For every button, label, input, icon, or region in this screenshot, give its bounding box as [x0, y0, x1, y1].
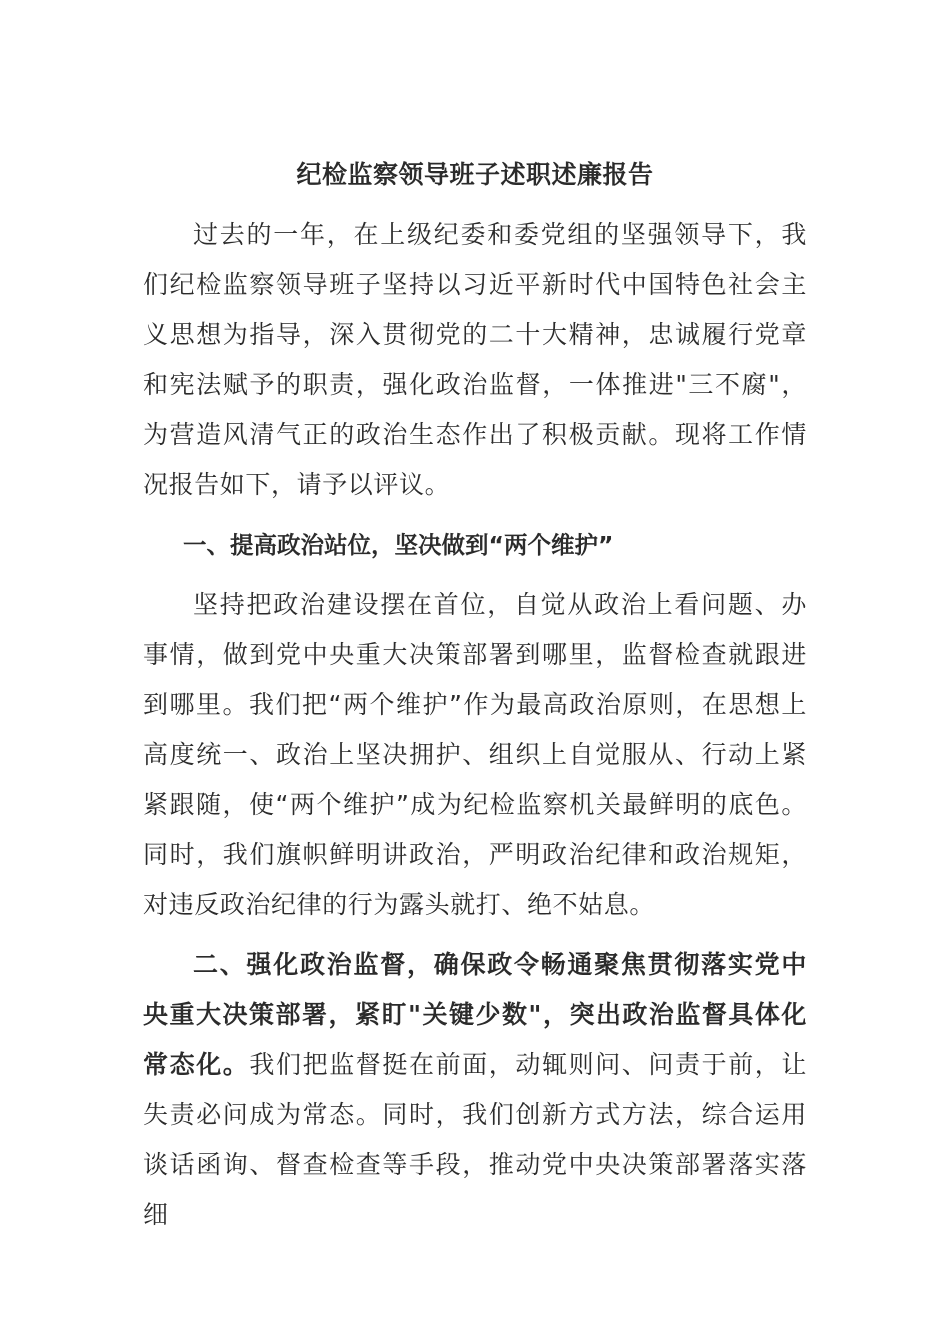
document-title: 纪检监察领导班子述职述廉报告: [296, 160, 654, 189]
document-page: [143, 150, 807, 1240]
section-1-body: 坚持把政治建设摆在首位，自觉从政治上看问题、办事情，做到党中央重大决策部署到哪里，监督检查就跟进到哪里。我们把“两个维护”作为最高政治原则，在思想上高度统一、政治上坚决拥护、组织上自觉服从、行动上紧紧跟随，使“两个维护”成为纪检监察机关最鲜明的底色。同时，我们旗帜鲜明讲政治，严明政治纪律和政治规矩，对违反政治纪律的行为露头就打、绝不姑息。: [143, 590, 807, 919]
section-1-heading: 一、提高政治站位，坚决做到“两个维护”: [183, 531, 614, 559]
paragraph-gap: [143, 930, 807, 940]
section-2-lead: 二、强化政治监督，确保政令畅通聚焦贯彻落实党中央重大决策部署，紧盯"关键少数"，突出政治监督具体化常态化。: [143, 950, 807, 1079]
intro-paragraph: 过去的一年，在上级纪委和委党组的坚强领导下，我们纪检监察领导班子坚持以习近平新时代中国特色社会主义思想为指导，深入贯彻党的二十大精神，忠诚履行党章和宪法赋予的职责，强化政治监督，一体推进"三不腐"，为营造风清气正的政治生态作出了积极贡献。现将工作情况报告如下，请予以评议。: [143, 220, 807, 499]
section-2-body: 我们把监督挺在前面，动辄则问、问责于前，让失责必问成为常态。同时，我们创新方式方法，综合运用谈话函询、督查检查等手段，推动党中央决策部署落实落细: [143, 1050, 807, 1229]
section-2-paragraph: [143, 940, 807, 1240]
